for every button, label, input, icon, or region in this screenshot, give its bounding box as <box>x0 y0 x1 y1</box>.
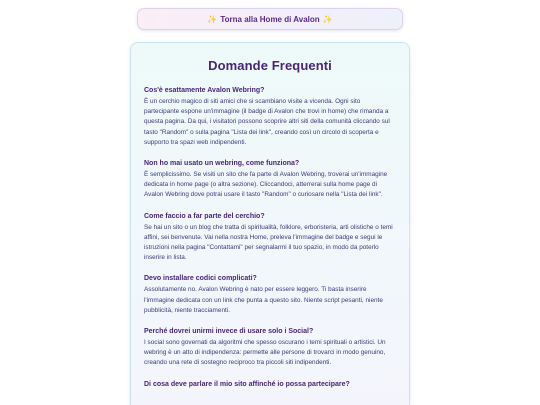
faq-question: Perché dovrei unirmi invece di usare solo i Social? <box>144 328 314 336</box>
faq-answer: È semplicissimo. Se visiti un sito che fa parte di Avalon Webring, troverai un'immagine dedicata in home page (o altra sezione). Cliccandoci, atterrerai sulla home page di Avalon Webring dove potrai usare il tasto "Random" o curiosare nella "Lista dei link". <box>144 171 388 199</box>
faq-item <box>144 274 396 316</box>
faq-title: Domande Frequenti <box>208 58 332 73</box>
back-to-home-label: Torna alla Home di Avalon <box>220 14 320 24</box>
faq-item <box>144 212 396 264</box>
faq-answer: I social sono governati da algoritmi che spesso oscurano i temi spirituali o artistici. Un webring è un atto di indipendenza: permette alle persone di trovarci in modo genuino, creando una rete di sostegno reciproco tra piccoli siti indipendenti. <box>144 339 386 367</box>
sparkle-icon: ✨ <box>207 14 218 24</box>
faq-answer: Assolutamente no. Avalon Webring è nato per essere leggero. Ti basta inserire l'immagine dedicata con un link che punta a questo sito. Niente script pesanti, niente pubblicità, niente tracciamenti. <box>144 286 383 314</box>
faq-answer: Se hai un sito o un blog che tratta di spiritualità, folklore, erboristeria, arti olistiche o temi affini, sei benvenutə. Vai nella nostra Home, preleva l'immagine del badge e segui le istruzioni nella pagina "Contattami" per segnalarmi il tuo spazio, in modo da poterlo inserire in lista. <box>144 223 393 262</box>
faq-item <box>144 86 396 148</box>
sparkle-icon: ✨ <box>322 14 333 24</box>
faq-item <box>144 380 396 390</box>
back-to-home-button[interactable] <box>137 8 403 30</box>
faq-question: Di cosa deve parlare il mio sito affinché io possa partecipare? <box>144 380 350 388</box>
faq-item <box>144 327 396 369</box>
faq-answer: È un cerchio magico di siti amici che si scambiano visite a vicenda. Ogni sito partecipante espone un'immagine (il badge di Avalon che trovi in home) che rimanda a questa pagina. Da qui, i visitatori possono scoprire altri siti della comunità cliccando sul tasto "Random" o sulla pagina "Lista dei link", creando così un circolo di scoperta e supporto tra spazi web indipendenti. <box>144 98 390 146</box>
faq-card <box>130 42 410 405</box>
faq-question: Devo installare codici complicati? <box>144 275 257 283</box>
faq-item <box>144 159 396 201</box>
faq-question: Come faccio a far parte del cerchio? <box>144 212 265 220</box>
faq-question: Cos'è esattamente Avalon Webring? <box>144 87 265 94</box>
faq-question: Non ho mai usato un webring, come funziona? <box>144 160 300 168</box>
